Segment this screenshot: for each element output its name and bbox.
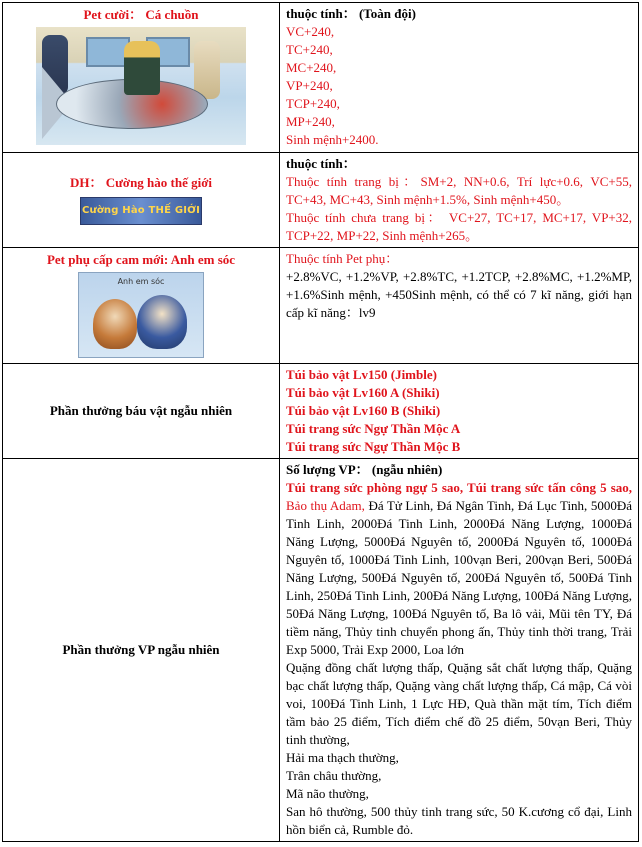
attribute-header: thuộc tính： (Toàn đội) — [286, 6, 416, 21]
vp-paragraph: Mã não thường, — [286, 786, 369, 801]
table-row — [3, 364, 639, 459]
rewards-table — [2, 2, 639, 842]
list-item: Túi bảo vật Lv160 B (Shiki) — [286, 403, 441, 418]
vp-paragraph: Hải ma thạch thường, — [286, 750, 399, 765]
attribute-line: Sinh mệnh+2400. — [286, 132, 379, 147]
attribute-header: thuộc tính： — [286, 156, 356, 171]
attribute-line: VC+240, — [286, 24, 335, 39]
vp-highlight-bold: Túi trang sức phòng ngự 5 sao, Túi trang sức tấn công 5 sao, — [286, 480, 632, 495]
unequipped-attributes: Thuộc tính chưa trang bị： VC+27, TC+17, MC+17, VP+32, TCP+22, MP+22, Sinh mệnh+265。 — [286, 210, 632, 243]
vp-list-cell — [280, 459, 639, 842]
table-row — [3, 459, 639, 842]
attribute-line: MP+240, — [286, 114, 335, 129]
vp-paragraph: Quặng đồng chất lượng thấp, Quặng sắt chất lượng thấp, Quặng bạc chất lượng thấp, Quặng vàng chất lượng thấp, Cá mập, Cá vòi voi, 100Đá Tinh Linh, 1 Lực HĐ, Quà thần mặt tím, Tích điểm tầm bảo 25 điểm, Tích điểm chế đồ 25 điểm, 50vạn Beri, Thủy tinh thường, — [286, 660, 632, 747]
title-attributes-cell — [280, 153, 639, 248]
sub-pet-attributes-cell — [280, 248, 639, 364]
vp-main-paragraph — [286, 479, 632, 659]
sub-pet-attributes: +2.8%VC, +1.2%VP, +2.8%TC, +1.2TCP, +2.8%MC, +1.2%MP, +1.6%Sinh mệnh, +450Sinh mệnh, có thể có 7 kĩ năng, giới hạn cấp kĩ năng：lv9 — [286, 269, 632, 320]
list-item: Túi bảo vật Lv160 A (Shiki) — [286, 385, 440, 400]
pet-title: Pet cười： Cá chuồn — [83, 7, 199, 22]
table-row — [3, 153, 639, 248]
squirrel-pet-image — [78, 272, 204, 358]
title-name: DH： Cường hào thế giới — [69, 175, 213, 190]
treasure-list-cell — [280, 364, 639, 459]
sub-pet-title: Pet phụ cấp cam mới: Anh em sóc — [46, 252, 236, 267]
vp-paragraph: San hô thường, 500 thủy tinh trang sức, 50 K.cương cổ đại, Linh hồn biển cả, Rumble đỏ. — [286, 804, 632, 837]
equipped-attributes: Thuộc tính trang bị：SM+2, NN+0.6, Trí lực+0.6, VC+55, TC+43, MC+43, Sinh mệnh+1.5%, Sinh mệnh+450。 — [286, 174, 632, 207]
vp-highlight: Bảo thụ Adam, — [286, 498, 365, 513]
list-item: Túi trang sức Ngự Thần Mộc A — [286, 421, 461, 436]
pet-cell — [3, 3, 280, 153]
vp-items: Đá Tử Linh, Đá Ngân Tinh, Đá Lục Tinh, 5000Đá Tinh Linh, 2000Đá Tinh Linh, 2000Đá Năng Lượng, 1000Đá Năng Lượng, 5000Đá Nguyên tố, 2000Đá Nguyên tố, 1000Đá Nguyên tố, 1000Đá Tinh Linh, 100vạn Beri, 200vạn Beri, 500Đá Năng Lượng, 500Đá Nguyên tố, 200Đá Nguyên tố, 500Đá Tinh Linh, 250Đá Tinh Linh, 200Đá Năng Lượng, 100Đá Năng Lượng, 50Đá Năng Lượng, 100Đá Nguyên tố, Ba lô vải, Mũi tên TY, Đá tiềm năng, Thủy tinh chuyển phong ấn, Thủy tinh thời trang, Trải Exp 5000, Trải Exp 2000, Loa lớn — [286, 498, 632, 657]
attribute-line: VP+240, — [286, 78, 333, 93]
attribute-line: TC+240, — [286, 42, 333, 57]
list-item: Túi bảo vật Lv150 (Jimble) — [286, 367, 437, 382]
treasure-label: Phần thưởng báu vật ngẫu nhiên — [49, 403, 233, 418]
pet-attributes-cell — [280, 3, 639, 153]
treasure-label-cell — [3, 364, 280, 459]
vp-label: Phần thưởng VP ngẫu nhiên — [62, 642, 220, 657]
list-item: Túi trang sức Ngự Thần Mộc B — [286, 439, 461, 454]
attribute-line: MC+240, — [286, 60, 337, 75]
title-banner-image: Cường Hào THẾ GIỚI — [80, 197, 202, 225]
vp-label-cell — [3, 459, 280, 842]
vp-header: Số lượng VP： (ngẫu nhiên) — [286, 462, 443, 477]
title-cell — [3, 153, 280, 248]
image-caption: Anh em sóc — [117, 277, 165, 286]
flying-fish-image — [36, 27, 246, 145]
table-row — [3, 3, 639, 153]
table-row — [3, 248, 639, 364]
vp-paragraph: Trân châu thường, — [286, 768, 382, 783]
attribute-header: Thuộc tính Pet phụ： — [286, 251, 399, 266]
attribute-line: TCP+240, — [286, 96, 340, 111]
sub-pet-cell — [3, 248, 280, 364]
